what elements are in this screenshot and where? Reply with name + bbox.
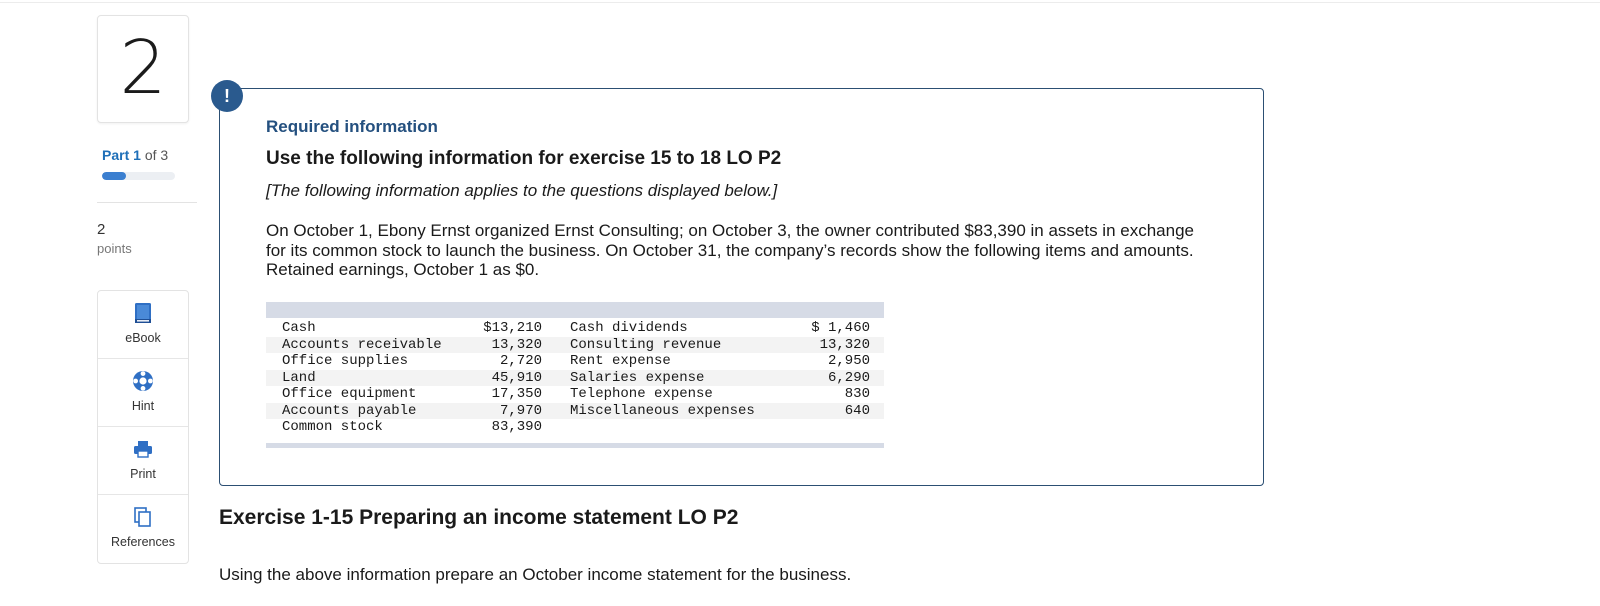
table-row [266,386,884,403]
ebook-button[interactable] [98,291,188,359]
right-account-value: $ 1,460 [811,320,870,336]
references-icon [131,505,155,529]
print-button[interactable] [98,427,188,495]
right-account-label: Consulting revenue [570,336,722,353]
part-current: 1 [133,147,141,163]
table-row [266,370,884,387]
right-account-value: 6,290 [827,369,870,386]
left-account-value: 17,350 [491,386,542,402]
table-header-band [266,302,884,318]
right-account-label: Rent expense [570,353,671,369]
table-row [266,353,884,370]
print-icon [131,437,155,461]
exercise-title: Exercise 1-15 Preparing an income statement LO P2 [219,506,739,529]
left-account-label: Land [282,369,316,386]
accounts-table [266,320,884,436]
hint-icon [131,369,155,393]
part-progress-fill [102,172,126,180]
print-label: Print [130,467,156,481]
right-account-label: Salaries expense [570,369,705,386]
left-account-value: 7,970 [499,402,542,419]
divider [97,202,197,203]
book-icon [131,301,155,325]
part-total: of 3 [144,147,169,163]
left-account-label: Cash [282,320,316,336]
table-footer-band [266,443,884,448]
required-information-heading: Required information [266,117,438,136]
left-account-label: Accounts receivable [282,336,442,353]
exercise-instruction: Using the above information prepare an October income statement for the business. [219,565,852,584]
ebook-label: eBook [125,331,161,345]
info-paragraph: On October 1, Ebony Ernst organized Ernst Consulting; on October 3, the owner contributed $83,390 in assets in exchange for its common stock to launch the business. On October 31, the company’s records show the following items and amounts. Retained earnings, October 1 as $0. [266,221,1194,279]
right-account-value: 13,320 [819,336,870,353]
info-note: [The following information applies to the questions displayed below.] [266,181,778,200]
table-row [266,337,884,354]
part-indicator [102,147,168,163]
question-tools [97,290,189,564]
alert-icon: ! [211,80,243,112]
left-account-value: 83,390 [491,419,542,435]
left-account-label: Office equipment [282,386,417,402]
hint-button[interactable] [98,359,188,427]
left-account-label: Office supplies [282,353,409,369]
left-account-label: Common stock [282,419,383,435]
question-number-card [97,15,189,123]
left-account-value: $13,210 [483,320,542,336]
points-label: points [97,241,132,256]
left-account-value: 2,720 [499,353,542,369]
right-account-label: Cash dividends [570,320,688,336]
right-account-value: 640 [844,402,870,419]
info-title: Use the following information for exercise 15 to 18 LO P2 [266,148,782,169]
part-label: Part [102,147,130,163]
question-number: 2 [119,25,167,111]
points-value: 2 [97,221,106,238]
hint-label: Hint [131,399,155,413]
table-row [266,419,884,436]
left-account-label: Accounts payable [282,402,417,419]
right-account-value: 830 [844,386,870,402]
right-account-label: Telephone expense [570,386,713,402]
right-account-label: Miscellaneous expenses [570,402,755,419]
top-divider [0,2,1600,3]
references-label: References [111,535,175,549]
references-button[interactable] [98,495,188,562]
left-account-value: 45,910 [491,369,542,386]
right-account-value: 2,950 [827,353,870,369]
table-row [266,320,884,337]
part-progress-bar [102,172,175,180]
left-account-value: 13,320 [491,336,542,353]
table-row [266,403,884,420]
